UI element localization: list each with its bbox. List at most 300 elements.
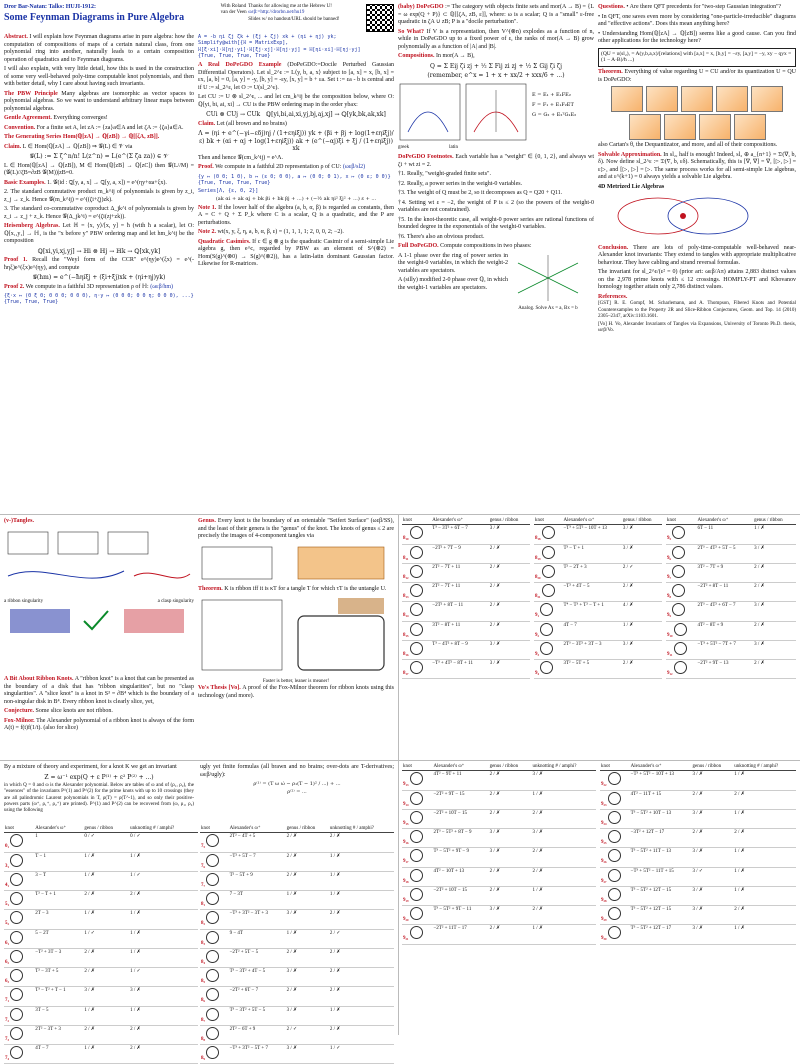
genus-cell: 2 / ✗	[489, 790, 532, 809]
knot-cell	[600, 906, 630, 925]
conclusion-heading: Conclusion.	[598, 244, 629, 251]
alexander-cell: −T³ + 5T² − 10T + 13	[562, 525, 621, 544]
genus-cell: 2 / ✓	[286, 1025, 329, 1044]
slides-note: Slides w/ no handout/URL should be banned!	[248, 16, 340, 22]
genus-cell: 2 / ✗	[286, 833, 329, 852]
alexander-cell: T² − 5T + 9	[229, 871, 286, 890]
alexander-cell: 2T² − 7T + 11	[431, 583, 488, 602]
alexander-cell: T³ − 5T² + 10T − 13	[630, 809, 692, 828]
unknotting-cell: 0 / ✓	[129, 833, 198, 852]
knot-cell	[666, 583, 696, 602]
figure-tile-jcu	[734, 114, 766, 140]
table-row	[666, 583, 796, 602]
table-row	[534, 563, 662, 582]
pbw-heading: The PBW Principle	[4, 90, 58, 97]
genus-cell: 2 / ✗	[691, 790, 733, 809]
knot-name: 9₃₀	[601, 936, 607, 942]
knot-name: 8₁₇	[403, 671, 409, 676]
table-row	[4, 1006, 198, 1025]
figure-tile-inverse	[664, 114, 696, 140]
genus-cell: 1 / ✗	[622, 621, 662, 640]
knot-name: 7₆	[201, 863, 205, 869]
footnote-6: †6. There's also an obvious product.	[398, 233, 485, 240]
proof2-code: {ξ·x ↦ (0 ξ 0; 0 0 0; 0 0 0), η·y ↦ (0 0 0; 0 0 η; 0 0 0), ...}	[4, 293, 194, 299]
dopegdo-heading: A Real DoPeGDO Example	[198, 62, 282, 68]
knot-name: 9₁₄	[403, 801, 409, 807]
genus-cell: 2 / ✗	[83, 948, 129, 967]
knot-cell	[4, 929, 34, 948]
unknotting-cell: 2 / ✗	[129, 891, 198, 910]
knot-diagram-icon	[542, 526, 555, 539]
proof2-output: {True, True, True}	[4, 299, 59, 306]
table-row	[200, 1006, 394, 1025]
knot-cell	[666, 525, 696, 544]
unknotting-cell: 1 / ✗	[733, 925, 796, 944]
alexander-cell: 4T² − 9T + 11	[432, 771, 488, 790]
baby-text: := The category with objects finite sets and mor(A → B) = {L = ω exp(Q + P)} ⊂ ℚ[[ζA, zB, ε]], where: ω is a scalar; Q is a "small" ε-free quadratic in ζA ∪ zB; P is a "docile perturbation".	[398, 4, 595, 25]
alexander-cell: 2T³ − 4T² + 5T − 5	[696, 544, 753, 563]
tangle-box-1	[8, 532, 48, 554]
unknotting-cell: 1 / ✓	[129, 871, 198, 890]
casimir-text: If c ∈ g ⊗ g is the quadratic Casimir of a semi-simple Lie algebra g, then e^c, regarded by PBW as an element of S^(⊗2) = Hom(S(g)^(⊗0) → S(g)^(⊗2)), has a latin-latin dominant Gaussian factor. Likewise for R-matrices.	[198, 238, 394, 267]
knot-cell	[4, 1045, 34, 1064]
knot-cell	[402, 829, 432, 848]
knot-cell	[402, 867, 432, 886]
knot-cell	[402, 906, 432, 925]
knot-diagram-icon	[672, 603, 685, 616]
proof2-link[interactable]: (ωεβ/hm)	[150, 283, 174, 290]
unknotting-cell: 2 / ✗	[329, 948, 394, 967]
knot-cell	[200, 833, 229, 852]
knot-name: 6₂	[5, 959, 9, 965]
genus-cell: 3 / ✗	[753, 640, 796, 659]
unknotting-cell: 2 / ✗	[733, 829, 796, 848]
knot-name: 3₁	[5, 863, 9, 869]
th-alexander: Alexander's ω⁺	[696, 518, 753, 525]
proof2-text: We compute in a faithful 3D representation ρ of ℍ:	[25, 283, 149, 290]
faster-note: Faster is better, leaner is meaner!	[262, 679, 330, 684]
footnote-5: †5. In the knot-theoretic case, all weight-0 power series are rational functions of bounded degree in the exponentials of the weight-0 variables.	[398, 216, 594, 231]
th-genus: genus / ribbon	[691, 764, 733, 771]
th-unknotting: unknotting # / amphi?	[129, 826, 198, 833]
omega-formula-box: (QU = 𝔲(sl₂), = A(y,b,a,x)/[relations] with [a,x] = x, [b,y] = −εy, [a,y] = −y, xy − qyx = (1 − A·B)/ħ ...)	[598, 48, 796, 68]
knot-cell	[600, 790, 630, 809]
genus-cell: 3 / ✗	[622, 640, 662, 659]
footnotes-heading: DoPeGDO Footnotes.	[398, 154, 454, 161]
table-row	[200, 871, 394, 890]
genus-cell: 3 / ✗	[489, 640, 530, 659]
basic-heading: Basic Examples.	[4, 179, 46, 186]
compositions-text: In mor(A → B),	[436, 53, 475, 59]
table-row	[200, 987, 394, 1006]
lambda-formula: Λ = (ηi + e^(−γi−εδj)ηj / (1+εηiξj)) yk + (βi + βj + log(1+εηiξj)/ε) bk + (αi + αj + log(1+εηiξj)) ak + (e^(−αj)ξi + ξj / (1+εηiξj)) xk	[198, 130, 394, 152]
knot-name: 8₄	[201, 959, 205, 965]
sowhat-heading: So What?	[398, 28, 425, 35]
proof1-heading: Proof 1.	[4, 257, 28, 263]
unknotting-cell: 2 / ✗	[129, 1025, 198, 1044]
genus-cell: 3 / ✗	[83, 987, 129, 1006]
th-genus: genus / ribbon	[753, 518, 796, 525]
knot-diagram-icon	[206, 950, 219, 963]
genus-cell: 3 / ✗	[691, 925, 733, 944]
genus-cell: 1 / ✗	[83, 1045, 129, 1064]
unknotting-cell: 3 / ✗	[531, 829, 596, 848]
column-4: Questions. • Are there QFT precedents for "two-step Gaussian integration"? • In QFT, one saves even more by considering "one-particle-irreducible" diagrams and "effective actions". Does this mean anything here? • Understanding Hom(ℚ[zA] → ℚ[zB]) seems like a good cause. Can you find other applications for the technology here? (QU = 𝔲(sl₂), = A(y,b,a,x)/[relations] with [a,x] = x, [b,y] = −εy, [a,y] = −y, xy − qyx = (1 − A·B)/ħ ...) Theorem. Everything of value regarding U = CU and/or its quantization U = QU is DoPeGDO: also Cartan's θ, the Dequantizator, and more, and all of their compositions. Solvable Approximation. In sl₂, half is enough! Indeed, sl₂ ⊕ a_{n+1} = 𝔇(∇, b, δ). Now define sl_2^ε := 𝔇(∇, b, εδ). Schematically, this is [∇, ∇] = ∇, [▷, ▷] = ε▷, and [▷, ▷] = ▷. The same process works for all semi-simple Lie algebras, and at ε^(k+1) = 0 always yields a solvable Lie algebra. 4D Metrized Lie Algebras Conclusion. There are lots of poly-time-computable well-behaved near-Alexander knot invariants: They extend to tangles with appropriate multiplicative behaviour. They have cabling and strand reversal formulas. The invariant for sl_2^ε/(ε² = 0) (prior art: ωεβ/Aπ) attains 2,883 distinct values on the 2,978 prime knots with ≤ 12 crossings. HOMFLY-PT and Khovanov homology together attain only 2,786 distinct values. References. [GST] R. E. Gompf, M. Scharlemann, and A. Thompson, Fibered Knots and Potential Counterexamples to the Property 2R and Slice-Ribbon Conjectures, Geom. and Top. 14 (2010) 2305–2347, arXiv:1103.1601. [Vo] H. Vo, Alexander Invariants of Tangles via Expansions, University of Toronto Ph.D. thesis, ωεβ/Vo.	[598, 4, 797, 334]
knot-name: 9₂₇	[601, 878, 607, 884]
table-row	[402, 829, 596, 848]
references-heading: References.	[598, 293, 628, 300]
footnote-2: †2. Really, a power series in the weight-0 variables.	[398, 180, 523, 187]
alexander-cell: T³ − 5T² + 9T − 11	[432, 906, 488, 925]
unknotting-cell: 1 / ✗	[531, 886, 596, 905]
knot-cell	[534, 563, 562, 582]
latin-label: latin	[449, 145, 458, 150]
knot-cell	[4, 968, 34, 987]
knot-diagram-icon	[206, 834, 219, 847]
knot-cell	[534, 602, 562, 621]
knot-diagram-icon	[410, 830, 423, 843]
knot-cell	[200, 1025, 229, 1044]
unknotting-cell: 1 / ✗	[129, 1006, 198, 1025]
genus-cell: 3 / ✗	[489, 829, 532, 848]
knot-name: 7₁	[5, 998, 9, 1004]
unknotting-cell: 1 / ✗	[733, 848, 796, 867]
th-genus: genus / ribbon	[489, 764, 532, 771]
genus-cell: 1 / ✗	[83, 1006, 129, 1025]
convention-text: For a finite set A, let zA := {za}a∈A and let ζA := {ζa}a∈A.	[36, 124, 184, 131]
knot-cell	[402, 848, 432, 867]
ribbon-heading: A Bit About Ribbon Knots.	[4, 676, 74, 682]
alexander-cell: −2T² + 10T − 15	[432, 886, 488, 905]
alexander-cell: T³ − 4T² + 8T − 9	[431, 640, 488, 659]
knot-diagram-icon	[206, 931, 219, 944]
genus-cell: 1 / ✗	[83, 910, 129, 929]
knot-cell	[666, 621, 696, 640]
alexander-cell: −2T² + 10T − 15	[432, 809, 488, 828]
unknotting-cell: 3 / ✗	[129, 987, 198, 1006]
genus-cell: 2 / ✗	[489, 583, 530, 602]
knot-table-2	[200, 826, 394, 1064]
knot-name: 9₂₃	[601, 801, 607, 807]
alexander-cell: −T³ + 5T² − 7T + 7	[696, 640, 753, 659]
table-row	[600, 906, 796, 925]
knot-cell	[402, 563, 431, 582]
th-genus: genus / ribbon	[83, 826, 129, 833]
knot-diagram-icon	[10, 873, 23, 886]
fox-link: (also for slice)	[43, 725, 79, 731]
alexander-cell: T³ − 5T² + 12T − 15	[630, 906, 692, 925]
alexander-cell: 5 − 2T	[34, 929, 83, 948]
intro-text-2: in which Q = 0 and ω is the Alexander polynomial. Below are tables of ω and of (ρ₁, ρ₂), the "essences" of the invariants P^(1) and P^(2) for the prime knots with up to 10 crossings (they are all palindromic Laurent polynomials in T, ρ(T) = ρ(T^-1), and so only their positive-powers parts (ω⁺, ρ₁⁺, ρ₂⁺) are printed). P^(1) and P^(2) can be recovered from (ω, ρ₁, ρ₂) using the following	[4, 783, 194, 813]
table-row	[4, 968, 198, 987]
knot-name: 8₁₉	[535, 555, 541, 561]
footnotes-text: Each variable has a "weight" ∈ {0, 1, 2}, and always wt ζi + wt zi = 2.	[398, 154, 594, 168]
knot-diagram-icon	[10, 834, 23, 847]
question-3: Understanding Hom(ℚ[zA] → ℚ[zB]) seems like a good cause. Can you find other applications for the technology here?	[598, 30, 796, 44]
genus-cell: 3 / ✗	[622, 525, 662, 544]
knot-name: 6₃	[5, 979, 9, 984]
feynman-diagrams-figure	[398, 82, 594, 142]
genus-text: Every knot is the boundary of an orientable "Seifert Surface" (ωεβ/SS), and the least of their genera is the "genus" of the knot. The knots of genus ≤ 2 are precisely the images of 4-component tangles via	[198, 518, 394, 539]
alexander-cell: 3T − 5	[34, 1006, 83, 1025]
knot-name: 9₁₃	[403, 782, 409, 788]
knot-diagram-icon	[206, 1008, 219, 1021]
knot-diagram-icon	[410, 811, 423, 824]
table-row	[4, 948, 198, 967]
alexander-cell: −2T² + 8T − 11	[696, 583, 753, 602]
theorem2-text: K is ribbon iff it is κT for a tangle T for which τT is the untangle U.	[224, 586, 387, 592]
casimir-heading: Quadratic Casimirs.	[198, 238, 251, 245]
knot-cell	[200, 968, 229, 987]
table-row	[402, 925, 596, 944]
th-knot: knot	[402, 518, 431, 525]
knot-diagram-icon	[10, 950, 23, 963]
knot-diagram-icon	[410, 792, 423, 805]
unknotting-cell: 1 / ✗	[733, 809, 796, 828]
genus-cell: 2 / ✗	[691, 829, 733, 848]
genus-cell: 3 / ✗	[691, 886, 733, 905]
baby-heading: (baby) DoPeGDO	[398, 4, 444, 10]
table-row	[402, 886, 596, 905]
table-row	[402, 867, 596, 886]
genus-cell: 3 / ✗	[286, 910, 329, 929]
knot-name: 9₂₁	[403, 936, 409, 942]
lie-algebra-figure	[598, 191, 788, 241]
question-2: In QFT, one saves even more by considering "one-particle-irreducible" diagrams and "effective actions". Does this mean anything here?	[598, 13, 796, 27]
knot-name: 9₁₅	[403, 820, 409, 826]
knot-diagram-icon	[608, 907, 621, 920]
kappa-box	[202, 600, 282, 670]
genus-cell: 1 / ✗	[83, 871, 129, 890]
intro-text: By a mixture of theory and experiment, for a knot K we get an invariant	[4, 764, 177, 770]
knot-name: 9₁₉	[403, 897, 409, 903]
lie-point	[680, 213, 686, 219]
knot-diagram-icon	[608, 926, 621, 939]
table-row	[534, 583, 662, 602]
series-expansion: (ak αi + ak αj + bk βi + bk βj + ...) + (−½ ak ηi² ξj² + ...) ε + ...	[215, 196, 377, 203]
generating-text: Hom(ℚ[zA] → ℚ[zB]) → ℚ[[ζA, zB]].	[62, 134, 160, 140]
knot-diagram-icon	[542, 565, 555, 578]
genus-cell: 0 / ✓	[83, 833, 129, 852]
genus-cell: 3 / ✗	[691, 848, 733, 867]
th-unknotting: unknotting # / amphi?	[531, 764, 596, 771]
unknotting-cell: 2 / ✗	[129, 1045, 198, 1064]
series-code: Series[Λ, {ε, 0, 2}]	[198, 188, 259, 194]
code-line-2: Simplify@with[{ℍ = MatrixExp],	[198, 40, 289, 47]
table-row	[4, 871, 198, 890]
unknotting-cell: 1 / ✗	[129, 948, 198, 967]
knot-diagram-icon	[410, 603, 423, 616]
genus-cell: 3 / ✗	[286, 968, 329, 987]
genus-cell: 1 / ✗	[286, 891, 329, 910]
knot-diagram-icon	[206, 988, 219, 1001]
knot-name: 9₁₈	[403, 878, 409, 884]
knot-diagram-icon	[10, 969, 23, 982]
knot-diagram-icon	[410, 926, 423, 939]
table-row	[200, 910, 394, 929]
alexander-cell: 2T² − 4T + 5	[229, 833, 286, 852]
column-1	[4, 34, 194, 554]
table-row	[200, 833, 394, 852]
knot-diagram-icon	[206, 969, 219, 982]
knot-cell	[4, 1025, 34, 1044]
full-text: Compute compositions in two phases:	[440, 243, 532, 250]
seifert-surface-photo	[298, 547, 384, 579]
knot-cell	[4, 852, 34, 871]
knot-diagram-icon	[410, 584, 423, 597]
alexander-cell: 3 − T	[34, 871, 83, 890]
unknotting-cell: 1 / ✗	[531, 925, 596, 944]
genus-figure	[198, 543, 388, 583]
knot-name: 9₅	[667, 536, 671, 542]
theorem-figure-row-2	[598, 114, 796, 140]
unknotting-cell: 2 / ✓	[329, 929, 394, 948]
knot-diagram-icon	[410, 526, 423, 539]
knot-table-3b	[534, 518, 662, 679]
figure-tile-m	[716, 86, 748, 112]
alexander-cell: −3T² + 12T − 17	[630, 829, 692, 848]
knot-name: 9₂₀	[403, 917, 409, 922]
table-row	[534, 602, 662, 621]
knot-cell	[402, 925, 432, 944]
generating-heading: The Generating Series	[4, 134, 62, 140]
unknotting-cell: 3 / ✗	[531, 771, 596, 790]
genus-cell: 1 / ✗	[753, 525, 796, 544]
alexander-cell: −2T² + 8T − 11	[431, 602, 488, 621]
ugly-formula-2: ρ⁽²⁾ = ...	[287, 789, 307, 796]
knot-name: 9₁	[535, 613, 539, 619]
alexander-cell: T³ − T² + T − 1	[34, 987, 83, 1006]
claim-heading: Claim.	[4, 143, 22, 150]
table-row	[600, 790, 796, 809]
knot-diagram-icon	[608, 888, 621, 901]
th-knot: knot	[534, 518, 562, 525]
note2-text: wt(x, y, ξ, η, a, b, α, β, ε) = (1, 1, 1, 1; 2, 0, 0, 2; −2).	[217, 229, 344, 235]
genus-cell: 2 / ✗	[286, 852, 329, 871]
alexander-cell: T³ − 3T² + 5T − 5	[229, 1006, 286, 1025]
diagram-arc-1	[408, 112, 448, 132]
footnote-4: †4. Setting wt ε = −2, the weight of P is ≤ 2 (so the powers of the weight-0 variables are not constrained).	[398, 199, 594, 214]
unknotting-cell: 2 / ✗	[733, 906, 796, 925]
genus-cell: 2 / ✗	[753, 621, 796, 640]
knot-cell	[4, 1006, 34, 1025]
genus-heading: Genus.	[198, 518, 216, 524]
knot-diagram-icon	[206, 1027, 219, 1040]
knot-name: 9₁₁	[667, 651, 673, 657]
handout-url[interactable]: ωεβ:=http://drorbn.net/hu19	[248, 10, 305, 16]
alexander-cell: −2T² + 6T − 7	[229, 987, 286, 1006]
figure-tile-s	[629, 114, 661, 140]
unknotting-cell: 2 / ✗	[531, 809, 596, 828]
claim2-text: Let (all brown and no brains)	[216, 120, 287, 127]
proof3-link[interactable]: (ωεβ/sl2)	[342, 164, 366, 170]
knot-name: 9₈	[667, 594, 671, 599]
table-row	[402, 771, 596, 790]
genus-tangle-box	[202, 547, 272, 579]
th-unknotting: unknotting # / amphi?	[733, 764, 796, 771]
table-row	[402, 621, 530, 640]
knot-name: 9₁₀	[667, 632, 673, 638]
knot-cell	[200, 910, 229, 929]
tangles-section	[4, 518, 194, 676]
genus-cell: 3 / ✗	[489, 660, 530, 679]
alexander-cell: 4T² − 10T + 13	[432, 867, 488, 886]
code-line-1: A = -b ηi ζj ζk + (ξj + ζj) xk + (ηi + ηj) yk;	[198, 34, 337, 40]
tangles-heading: (v-)Tangles.	[4, 518, 34, 524]
knot-table-left	[4, 826, 198, 1061]
alexander-cell: 4T − 7	[562, 621, 621, 640]
genus-cell: 2 / ✗	[753, 583, 796, 602]
knot-cell	[402, 602, 431, 621]
clasp-caption: a clasp singularity	[157, 599, 194, 604]
gentle-heading: Gentle Agreement.	[4, 115, 52, 121]
genus-cell: 2 / ✗	[622, 660, 662, 679]
genus-cell: 3 / ✗	[286, 1045, 329, 1064]
knot-table-4a	[402, 764, 596, 945]
invariant-formula: Z = ω⁻¹ exp(Q + ε P⁽¹⁾ + ε² P⁽²⁾ + ...)	[44, 773, 154, 781]
knot-name: 7₃	[5, 1036, 9, 1042]
basic-example-2: 2. The standard commutative product m_k^ij of polynomials is given by z_i, z_j → z_k. Hence 𝒢(m_k^ij) = e^((ζi+ζj)zk).	[4, 189, 194, 203]
qr-code[interactable]	[366, 4, 394, 32]
full-heading: Full DoPeGDO.	[398, 243, 439, 250]
knot-name: 9₆	[667, 555, 671, 561]
conclusion-text: There are lots of poly-time-computable well-behaved near-Alexander knot invariants: They extend to tangles with appropriate multiplicative behaviour. They have cabling and strand reversal formulas.	[598, 244, 796, 266]
knot-name: 5₁	[5, 902, 9, 907]
table-row	[4, 929, 198, 948]
claim-text: L ∈ Hom(ℚ[zA] → ℚ[zB]) ⇒ 𝒢(L) ∈ 𝒱 via	[22, 143, 133, 150]
alexander-cell: 2T² − 3T + 3	[34, 1025, 83, 1044]
table-row	[666, 525, 796, 544]
table-row	[666, 621, 796, 640]
knot-cell	[600, 771, 630, 790]
knot-diagram-icon	[410, 565, 423, 578]
knot-cell	[200, 871, 229, 890]
genus-cell: 2 / ✗	[489, 563, 530, 582]
knot-diagram-icon	[542, 584, 555, 597]
th-genus: genus / ribbon	[489, 518, 530, 525]
knot-diagram-icon	[410, 661, 423, 674]
th-alexander: Alexander's ω⁺	[562, 518, 621, 525]
gentle-text: Everything converges!	[53, 115, 108, 121]
tangles-figure	[4, 526, 194, 596]
alexander-cell: T³ − 3T² + 4T − 5	[229, 968, 286, 987]
knot-cell	[402, 525, 431, 544]
invariant-intro	[4, 764, 394, 824]
th-alexander: Alexander's ω⁺	[432, 764, 488, 771]
unknotting-cell: 1 / ✗	[129, 910, 198, 929]
tangle-box-3	[108, 532, 148, 554]
knot-name: 8₈	[201, 1036, 205, 1042]
table-row	[4, 987, 198, 1006]
knot-name: 8₅	[201, 979, 205, 984]
knot-table-right	[200, 826, 394, 1061]
knot-cell	[200, 948, 229, 967]
vo-text: A proof of the Fox-Milnor theorem for ribbon knots using this technology (and more).	[198, 685, 395, 699]
knot-cell	[200, 1045, 229, 1064]
alexander-cell: −T³ + 5T² − 10T + 13	[630, 771, 692, 790]
header-block	[4, 4, 394, 32]
knot-diagram-icon	[540, 623, 553, 636]
thanks-line: Thanks for allowing me at the Hebrew U!	[248, 4, 332, 9]
alexander-cell: T³ − 5T² + 11T − 13	[630, 848, 692, 867]
basic-example-1: 1. 𝒢(id : ℚ[y, a, x] → ℚ[y, a, x]) = e^(ηy+αa+ξx).	[47, 179, 167, 186]
knot-table-page3-b	[534, 518, 662, 756]
figure-tile-r	[611, 86, 643, 112]
note1-heading: Note 1.	[198, 204, 217, 211]
ugly-formula-1: ρ⁽¹⁾ = (T ω ω̇ − ρ₁(T − 1)² / ...) + ...	[253, 781, 341, 787]
knot-diagram-icon	[672, 546, 685, 559]
alexander-cell: 2T² − 7T + 11	[431, 563, 488, 582]
